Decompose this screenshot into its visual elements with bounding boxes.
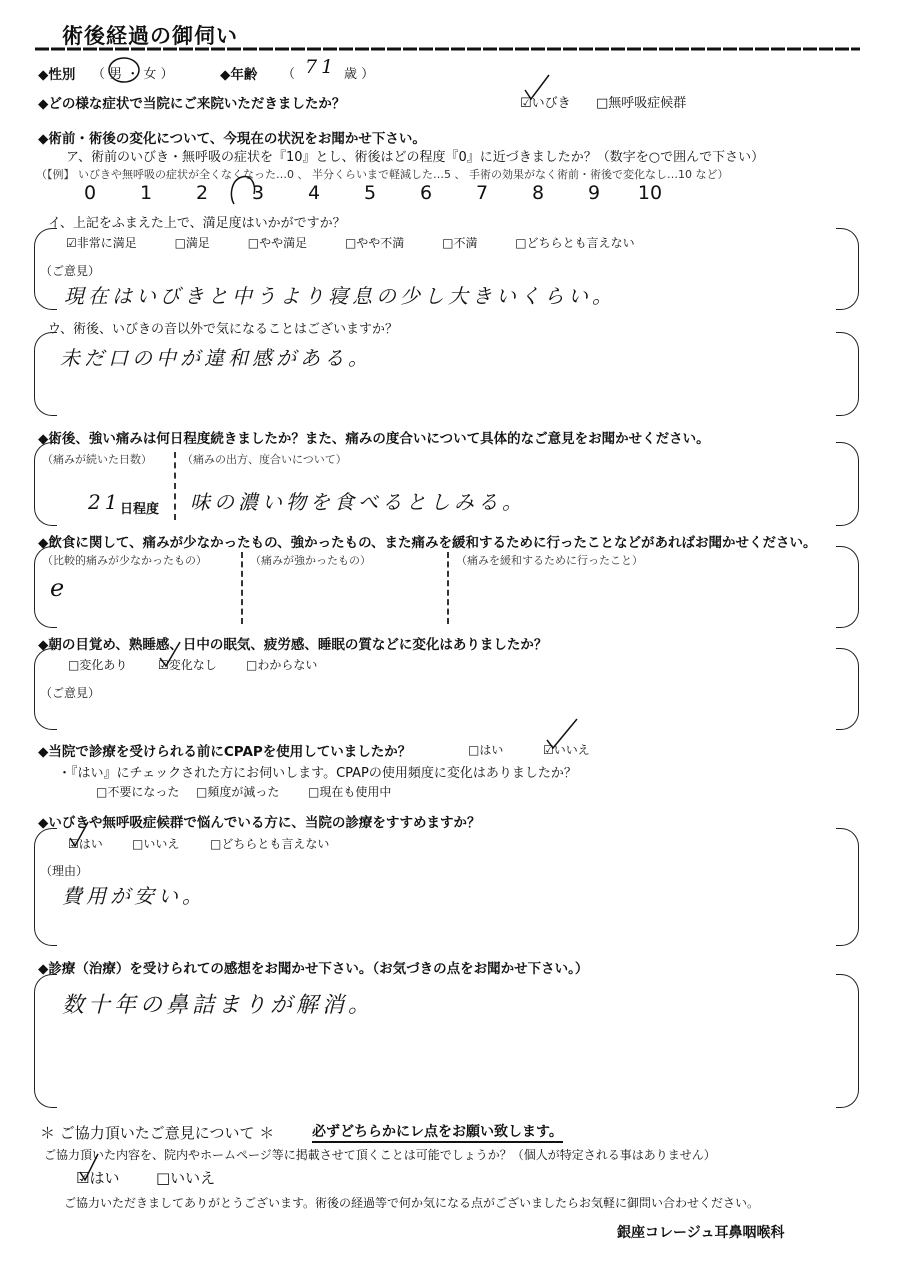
scale-1[interactable]: 1 — [139, 182, 153, 204]
scale-5[interactable]: 5 — [363, 182, 377, 204]
sleep-option-unknown[interactable]: □わからない — [246, 658, 318, 672]
reason-option-snoring[interactable]: ☑いびき — [520, 96, 571, 111]
cpap-sub-option-still-using[interactable]: □現在も使用中 — [308, 785, 392, 799]
reason-question: ◆どの様な症状で当院にご来院いただきましたか？ — [38, 96, 346, 112]
recommend-box-right — [836, 828, 859, 946]
pain-detail-label: （痛みの出方、度合いについて） — [182, 453, 347, 466]
sat-neutral[interactable]: □どちらとも言えない — [515, 236, 635, 250]
change-question: ◆術前・術後の変化について、今現在の状況をお聞かせ下さい。 — [38, 131, 426, 147]
cpap-option-no[interactable]: ☑いいえ — [543, 743, 590, 757]
recommend-reason-label: （理由） — [40, 864, 89, 878]
scale-2[interactable]: 2 — [195, 182, 209, 204]
cpap-check-icon — [544, 716, 580, 752]
pain-days-handwritten: 21 — [88, 490, 122, 514]
change-a-text: ア、術前のいびき・無呼吸の症状を『10』とし、術後はどの程度『0』に近づきましたか？（数字を○で囲んで下さい） — [66, 150, 765, 165]
age-open: （ — [282, 67, 296, 82]
footer-thanks: ご協力いただきましてありがとうございます。術後の経過等で何か気になる点がございましたらお気軽に御問い合わせください。 — [64, 1196, 760, 1210]
sex-label: ◆性別 — [38, 67, 76, 83]
scale-10[interactable]: 10 — [637, 182, 663, 204]
pain-days-unit: 日程度 — [120, 502, 160, 517]
cpap-question: ◆当院で診療を受けられる前にCPAPを使用していましたか？ — [38, 744, 412, 760]
sat-satisfied[interactable]: □満足 — [174, 236, 210, 250]
clinic-name: 銀座コレージュ耳鼻咽喉科 — [617, 1225, 785, 1241]
opinion-box-right — [836, 228, 859, 310]
recommend-box-left — [34, 828, 57, 946]
impression-box-right — [836, 974, 859, 1108]
change-example: （【例】 いびきや無呼吸の症状が全くなくなった…0 、 半分くらいまで軽減した…5 、 手術の効果がなく術前・術後で変化なし…10 など） — [36, 168, 729, 181]
footer-consent-question: ご協力頂いた内容を、院内やホームページ等に掲載させて頂くことは可能でしょうか？（個人が特定される事はありません） — [44, 1148, 716, 1162]
sex-circle-mark — [106, 55, 142, 85]
sat-unsatisfied[interactable]: □不満 — [442, 236, 478, 250]
recommend-option-yes[interactable]: ☑はい — [68, 837, 103, 851]
sex-options[interactable]: （ 男 ・ 女 ） — [92, 67, 174, 82]
scale-7[interactable]: 7 — [475, 182, 489, 204]
scale-6[interactable]: 6 — [419, 182, 433, 204]
satisfaction-options[interactable] — [66, 234, 635, 251]
concern-box-right — [836, 332, 859, 416]
food-divider-1 — [241, 552, 243, 624]
scale-4[interactable]: 4 — [307, 182, 321, 204]
page-title: 術後経過の御伺い — [62, 24, 238, 48]
consent-option-no[interactable]: □いいえ — [156, 1169, 216, 1187]
impression-question: ◆診療（治療）を受けられての感想をお聞かせ下さい。（お気づきの点をお聞かせ下さい。） — [38, 961, 589, 977]
other-concern-question: ウ、術後、いびきの音以外で気になることはございますか？ — [48, 322, 398, 337]
scale-0[interactable]: 0 — [83, 182, 97, 204]
title-divider — [35, 47, 860, 51]
food-divider-2 — [447, 552, 449, 624]
consent-option-yes[interactable]: ☑はい — [76, 1169, 120, 1187]
cpap-sub-option-reduced[interactable]: □頻度が減った — [196, 785, 280, 799]
recommend-question: ◆いびきや無呼吸症候群で悩んでいる方に、当院の診療をすすめますか？ — [38, 815, 481, 831]
sat-very-satisfied[interactable]: ☑非常に満足 — [66, 236, 137, 250]
scale-selected-circle — [228, 172, 258, 210]
sat-somewhat-satisfied[interactable]: □やや満足 — [247, 236, 308, 250]
cpap-option-yes[interactable]: □はい — [468, 743, 504, 757]
food-col-relief: （痛みを緩和するために行ったこと） — [456, 554, 643, 567]
sleep-question: ◆朝の目覚め、熟睡感、日中の眠気、疲労感、睡眠の質などに変化はありましたか？ — [38, 637, 548, 653]
cpap-sub-option-unneeded[interactable]: □不要になった — [96, 785, 180, 799]
age-close: 歳 ） — [344, 67, 375, 82]
scale-9[interactable]: 9 — [587, 182, 601, 204]
sleep-opinion-label: （ご意見） — [40, 686, 101, 700]
concern-handwritten: 未だ口の中が違和感がある。 — [60, 346, 372, 370]
recommend-option-neutral[interactable]: □どちらとも言えない — [210, 837, 330, 851]
opinion-handwritten: 現在はいびきと中うより寝息の少し大きいくらい。 — [64, 284, 616, 308]
concern-box-left — [34, 332, 57, 416]
recommend-option-no[interactable]: □いいえ — [132, 837, 180, 851]
impression-box-left — [34, 974, 57, 1108]
age-label: ◆年齢 — [220, 67, 258, 83]
reason-option-apnea[interactable]: □無呼吸症候群 — [596, 96, 687, 111]
recommend-check-icon — [68, 820, 90, 848]
scale-3[interactable]: 3 — [251, 182, 265, 204]
footer-consent-heading: ＊ ご協力頂いたご意見について ＊ — [40, 1124, 275, 1142]
sleep-option-changed[interactable]: □変化あり — [68, 658, 128, 672]
pain-divider — [174, 452, 176, 520]
cpap-sub-question: ・『はい』にチェックされた方にお伺いします。CPAPの使用頻度に変化はありましたか？ — [58, 766, 577, 781]
food-question: ◆飲食に関して、痛みが少なかったもの、強かったもの、また痛みを緩和するために行ったことなどがあればお聞かせください。 — [38, 535, 817, 551]
impression-handwritten: 数十年の鼻詰まりが解消。 — [62, 993, 375, 1018]
food-less-pain-handwritten: e — [50, 574, 69, 602]
pain-question: ◆術後、強い痛みは何日程度続きましたか？また、痛みの度合いについて具体的なご意見をお聞かせください。 — [38, 431, 710, 447]
consent-check-icon — [78, 1152, 100, 1182]
food-col-more-pain: （痛みが強かったもの） — [250, 554, 371, 567]
food-box-right — [836, 546, 859, 628]
improvement-scale — [62, 182, 678, 204]
pain-days-label: （痛みが続いた日数） — [42, 453, 152, 466]
recommend-reason-handwritten: 費用が安い。 — [62, 884, 206, 908]
sleep-option-unchanged[interactable]: ☑変化なし — [158, 658, 217, 672]
reason-check-icon — [522, 72, 552, 102]
age-value: 71 — [305, 56, 338, 78]
food-col-less-pain: （比較的痛みが少なかったもの） — [42, 554, 207, 567]
pain-detail-handwritten: 味の濃い物を食べるとしみる。 — [190, 490, 526, 514]
sleep-check-icon — [158, 640, 182, 668]
pain-box-right — [836, 442, 859, 526]
scale-8[interactable]: 8 — [531, 182, 545, 204]
sat-somewhat-unsatisfied[interactable]: □やや不満 — [344, 236, 405, 250]
satisfaction-question: イ、上記をふまえた上で、満足度はいかがですか？ — [48, 216, 346, 231]
footer-consent-required: 必ずどちらかにレ点をお願い致します。 — [312, 1121, 563, 1143]
opinion-label: （ご意見） — [40, 264, 101, 278]
sleep-box-right — [836, 648, 859, 730]
